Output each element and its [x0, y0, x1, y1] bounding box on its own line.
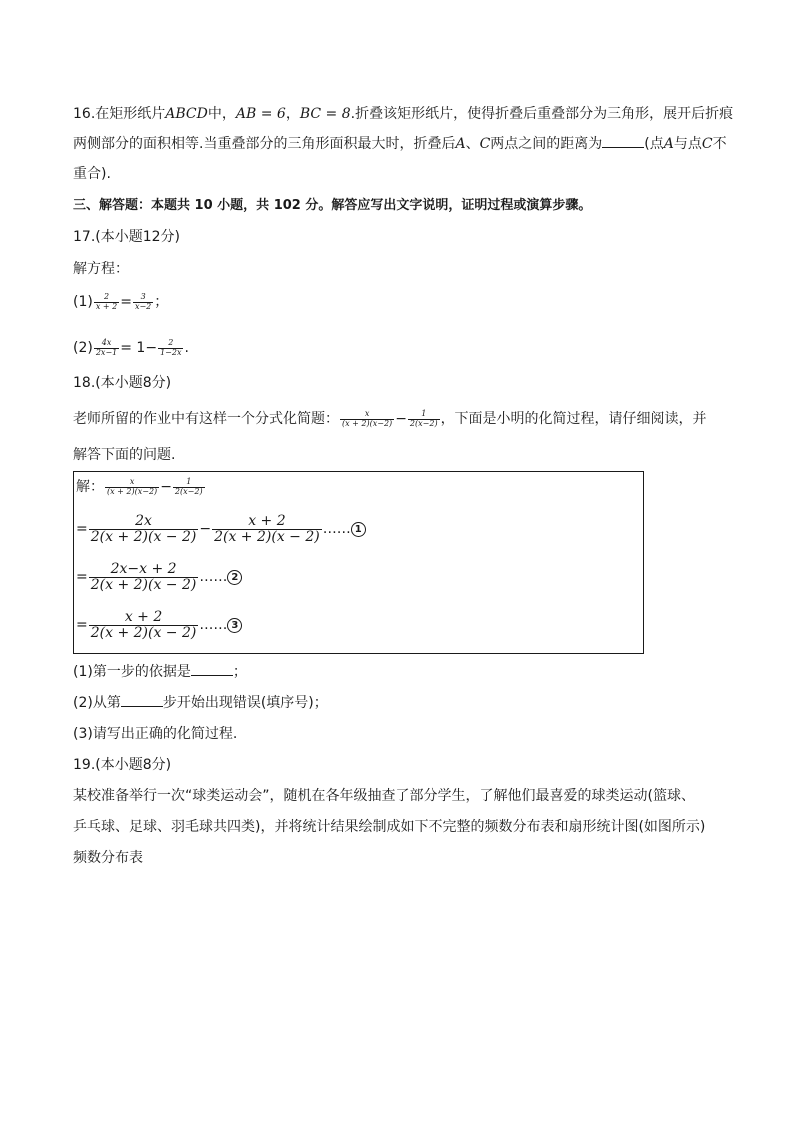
section-3-text: 分。解答应写出文字说明，证明过程或演算步骤。 — [305, 198, 592, 213]
solution-line-0 — [76, 474, 206, 500]
equals-sign: = — [76, 521, 88, 537]
q18-intro-line-2: 解答下面的问题. — [73, 447, 176, 463]
q19-table-title: 频数分布表 — [73, 850, 143, 866]
fraction: $\frac{x + 2}{2(x + 2)(x - 2)}$ — [214, 512, 320, 545]
q16-ab-value: AB = 6 — [235, 106, 286, 122]
q16-point-c: C — [701, 136, 713, 152]
q16-text: 两点之间的距离为 — [490, 136, 603, 152]
q16-text: 不 — [712, 136, 727, 152]
fraction: $\frac{2}{1-2x}$ — [160, 338, 182, 357]
ellipsis: …… — [199, 617, 228, 633]
q17-header: 17.(本小题12分) — [73, 229, 181, 245]
q18-text: 老师所留的作业中有这样一个分式化简题： — [73, 411, 339, 427]
equals-sign: = — [120, 294, 132, 310]
solution-line-2 — [76, 556, 242, 598]
section-3-header — [73, 196, 591, 216]
fraction: $\frac{x}{(x + 2)(x-2)}$ — [342, 409, 393, 428]
fraction: $\frac{4x}{2x-1}$ — [95, 338, 118, 357]
q16-answer-blank[interactable] — [602, 135, 644, 148]
section-3-text: 三、解答题：本题共 — [73, 198, 191, 213]
q18-text: ，下面是小明的化简过程，请仔细阅读，并 — [440, 411, 707, 427]
equals-sign: = 1− — [120, 340, 158, 356]
q16-bc-value: BC = 8 — [299, 106, 351, 122]
q16-text: (点 — [644, 136, 664, 152]
ellipsis: …… — [322, 521, 351, 537]
q17-part-label: (2) — [73, 340, 93, 356]
fraction: $\frac{1}{2(x-2)}$ — [409, 409, 438, 428]
q18-sub-2-blank[interactable] — [121, 694, 163, 707]
fraction: $\frac{1}{2(x-2)}$ — [174, 477, 203, 496]
q16-text: 与点 — [673, 136, 702, 152]
q16-text: 中， — [207, 106, 236, 122]
q18-sub-3: (3)请写出正确的化简过程. — [73, 726, 238, 742]
ellipsis: …… — [199, 569, 228, 585]
q18-sub-2 — [73, 693, 328, 713]
q16-text: 两侧部分的面积相等.当重叠部分的三角形面积最大时，折叠后 — [73, 136, 456, 152]
q16-text: .折叠该矩形纸片，使得折叠后重叠部分为三角形，展开后折痕 — [350, 106, 734, 122]
q16-line-3 — [73, 164, 111, 184]
q18-text: 步开始出现错误(填序号)； — [162, 695, 328, 711]
fraction: $\frac{2x}{2(x + 2)(x - 2)}$ — [90, 512, 197, 545]
punctuation: . — [184, 340, 189, 356]
q16-rect-label: ABCD — [165, 106, 208, 122]
q18-text: (1)第一步的依据是 — [73, 664, 191, 680]
equals-sign: = — [76, 569, 88, 585]
q18-text: ； — [232, 664, 247, 680]
q16-text: 、 — [465, 136, 480, 152]
q18-sub-1 — [73, 662, 247, 682]
section-3-count: 10 — [194, 198, 213, 213]
minus-sign: − — [199, 521, 212, 537]
q18-intro — [73, 405, 707, 433]
q18-text: (2)从第 — [73, 695, 121, 711]
q16-line-1 — [73, 104, 733, 124]
q17-part-label: (1) — [73, 294, 93, 310]
fraction: $\frac{x}{(x + 2)(x-2)}$ — [107, 477, 158, 496]
q16-point-c: C — [479, 136, 491, 152]
q18-sub-1-blank[interactable] — [191, 663, 233, 676]
solution-line-3 — [76, 604, 242, 646]
q16-text: 16.在矩形纸片 — [73, 106, 166, 122]
solution-label: 解： — [76, 479, 104, 495]
step-marker-1: 1 — [351, 522, 366, 537]
solution-line-1 — [76, 508, 366, 550]
q16-point-a: A — [663, 136, 674, 152]
q16-line-2 — [73, 134, 727, 154]
section-3-points: 102 — [273, 198, 301, 213]
step-marker-3: 3 — [227, 618, 242, 633]
fraction: $\frac{x + 2}{2(x + 2)(x - 2)}$ — [90, 608, 197, 641]
q17-part-1 — [73, 288, 168, 316]
q18-header: 18.(本小题8分) — [73, 375, 172, 391]
punctuation: ； — [154, 294, 169, 310]
fraction: $\frac{3}{x-2}$ — [134, 292, 152, 311]
q16-text: ， — [285, 106, 300, 122]
fraction: $\frac{2x-x + 2}{2(x + 2)(x - 2)}$ — [90, 560, 197, 593]
minus-sign: − — [160, 479, 172, 495]
q17-part-2 — [73, 334, 189, 362]
section-3-text: 小题，共 — [217, 198, 270, 213]
step-marker-2: 2 — [227, 570, 242, 585]
q16-text: 重合). — [73, 166, 111, 182]
fraction: $\frac{2}{x + 2}$ — [95, 292, 118, 311]
q19-line-1: 某校准备举行一次“球类运动会”，随机在各年级抽查了部分学生，了解他们最喜爱的球类运动(篮球、 — [73, 788, 695, 804]
equals-sign: = — [76, 617, 88, 633]
q16-point-a: A — [455, 136, 466, 152]
q19-line-2: 乒乓球、足球、羽毛球共四类)，并将统计结果绘制成如下不完整的频数分布表和扇形统计图(如图所示) — [73, 819, 706, 835]
q17-intro: 解方程： — [73, 261, 129, 277]
minus-sign: − — [395, 411, 407, 427]
q19-header: 19.(本小题8分) — [73, 757, 172, 773]
